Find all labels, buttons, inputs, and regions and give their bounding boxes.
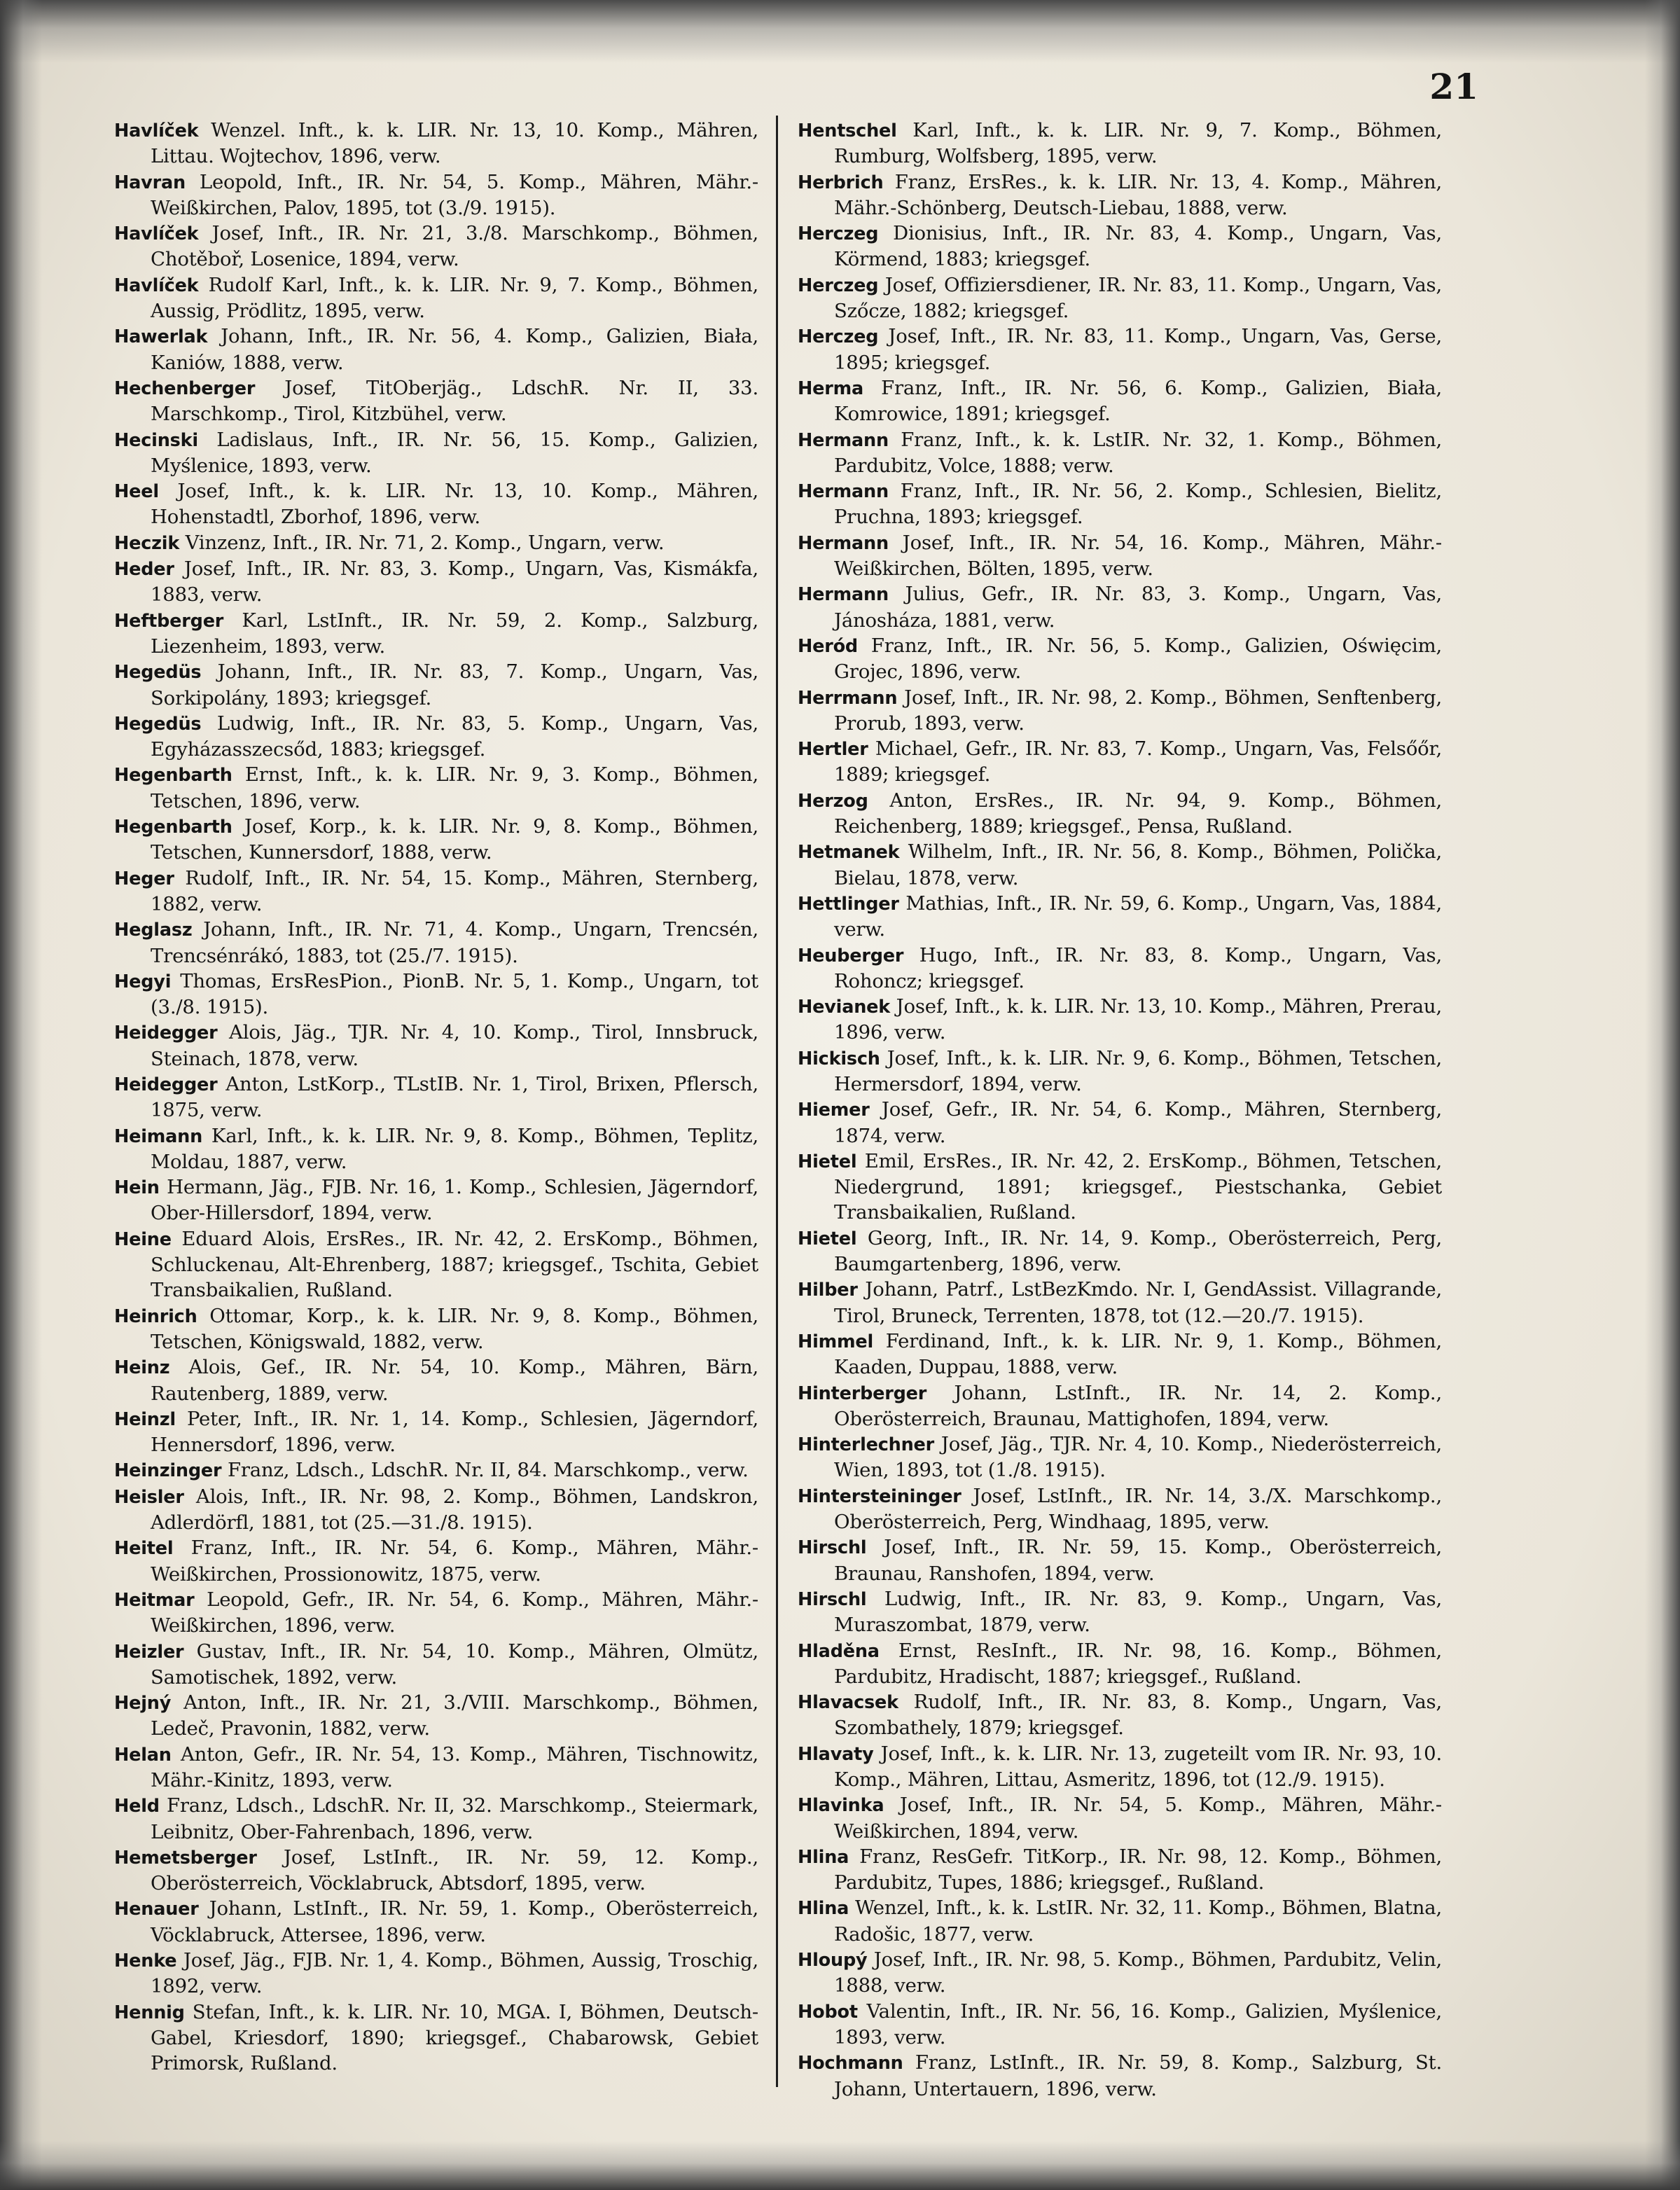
entry-surname: Heine <box>114 1228 172 1250</box>
list-entry <box>798 478 1442 530</box>
list-entry <box>114 118 758 169</box>
list-entry <box>114 1174 758 1226</box>
entry-details: Josef, Inft., k. k. LIR. Nr. 13, 10. Komp., Mähren, Hohenstadtl, Zborhof, 1896, verw. <box>151 480 758 529</box>
entry-surname: Hobot <box>798 2001 858 2023</box>
entry-surname: Heuberger <box>798 945 904 966</box>
entry-surname: Hlavaty <box>798 1743 874 1765</box>
entry-details: Peter, Inft., IR. Nr. 1, 14. Komp., Schlesien, Jägerndorf, Hennersdorf, 1896, verw. <box>151 1407 758 1457</box>
entry-details: Karl, LstInft., IR. Nr. 59, 2. Komp., Salzburg, Liezenheim, 1893, verw. <box>151 609 758 658</box>
entry-surname: Henke <box>114 1950 177 1972</box>
entry-surname: Hintersteininger <box>798 1485 962 1507</box>
entry-surname: Heinzl <box>114 1408 176 1430</box>
entry-surname: Havlíček <box>114 223 199 245</box>
entry-surname: Hegenbarth <box>114 817 232 838</box>
list-entry <box>798 736 1442 788</box>
list-entry <box>798 633 1442 685</box>
entry-details: Josef, Inft., IR. Nr. 54, 5. Komp., Mähren, Mähr.-Weißkirchen, 1894, verw. <box>834 1794 1442 1843</box>
entry-surname: Heidegger <box>114 1074 218 1095</box>
entry-details: Ottomar, Korp., k. k. LIR. Nr. 9, 8. Komp., Böhmen, Tetschen, Königswald, 1882, verw. <box>151 1304 758 1353</box>
list-entry <box>798 891 1442 943</box>
entry-surname: Hegenbarth <box>114 765 232 786</box>
entry-details: Franz, Inft., IR. Nr. 56, 2. Komp., Schlesien, Bielitz, Pruchna, 1893; kriegsgef. <box>834 480 1442 529</box>
list-entry <box>798 1380 1442 1432</box>
entry-details: Rudolf, Inft., IR. Nr. 83, 8. Komp., Ungarn, Vas, Szombathely, 1879; kriegsgef. <box>834 1691 1442 1740</box>
entry-surname: Hilber <box>798 1280 858 1301</box>
entry-surname: Heisler <box>114 1486 184 1508</box>
scan-shadow-left <box>0 0 42 2190</box>
list-entry <box>114 711 758 763</box>
entry-details: Josef, Jäg., TJR. Nr. 4, 10. Komp., Niederösterreich, Wien, 1893, tot (1./8. 1915). <box>834 1433 1442 1482</box>
entry-details: Karl, Inft., k. k. LIR. Nr. 9, 8. Komp., Böhmen, Teplitz, Moldau, 1887, verw. <box>151 1124 758 1173</box>
entry-surname: Hegedüs <box>114 662 202 684</box>
entry-surname: Helan <box>114 1744 172 1766</box>
scan-shadow-bottom <box>0 2141 1680 2190</box>
entry-surname: Herczeg <box>798 223 879 245</box>
entry-surname: Hiemer <box>798 1100 870 1121</box>
entry-details: Johann, Inft., IR. Nr. 83, 7. Komp., Ungarn, Vas, Sorkipolány, 1893; kriegsgef. <box>151 660 758 709</box>
list-entry <box>114 1020 758 1072</box>
list-entry <box>798 2050 1442 2102</box>
list-entry <box>798 1226 1442 1277</box>
list-entry <box>798 1149 1442 1226</box>
list-entry <box>798 1432 1442 1483</box>
entry-details: Wilhelm, Inft., IR. Nr. 56, 8. Komp., Böhmen, Polička, Bielau, 1878, verw. <box>834 840 1442 889</box>
list-entry <box>114 1406 758 1458</box>
entry-details: Franz, Ldsch., LdschR. Nr. II, 84. Marschkomp., verw. <box>221 1459 749 1482</box>
entry-details: Johann, Inft., IR. Nr. 56, 4. Komp., Galizien, Biała, Kaniów, 1888, verw. <box>151 325 758 374</box>
column-divider <box>776 116 778 2087</box>
entry-surname: Heinrich <box>114 1305 197 1327</box>
entry-surname: Hirschl <box>798 1537 867 1559</box>
entry-surname: Hermann <box>798 532 889 554</box>
entry-surname: Hawerlak <box>114 326 208 348</box>
entry-details: Franz, Inft., IR. Nr. 56, 5. Komp., Galizien, Oświęcim, Grojec, 1896, verw. <box>834 634 1442 684</box>
entry-surname: Hein <box>114 1177 160 1199</box>
entry-surname: Hietel <box>798 1151 857 1172</box>
entry-details: Ludwig, Inft., IR. Nr. 83, 9. Komp., Ungarn, Vas, Muraszombat, 1879, verw. <box>834 1587 1442 1637</box>
entry-surname: Hinterberger <box>798 1382 927 1404</box>
scan-shadow-top <box>0 0 1680 63</box>
list-entry <box>114 1587 758 1639</box>
entry-details: Hermann, Jäg., FJB. Nr. 16, 1. Komp., Schlesien, Jägerndorf, Ober-Hillersdorf, 1894, verw. <box>151 1176 758 1225</box>
entry-details: Michael, Gefr., IR. Nr. 83, 7. Komp., Ungarn, Vas, Felsőőr, 1889; kriegsgef. <box>834 737 1442 786</box>
entry-surname: Hochmann <box>798 2053 903 2074</box>
list-entry <box>114 659 758 711</box>
list-entry <box>114 1354 758 1406</box>
list-entry <box>798 839 1442 891</box>
list-entry <box>798 1097 1442 1149</box>
entry-surname: Herrmann <box>798 687 898 709</box>
entry-details: Ladislaus, Inft., IR. Nr. 56, 15. Komp., Galizien, Myślenice, 1893, verw. <box>151 428 758 477</box>
page-number: 21 <box>1429 66 1478 107</box>
entry-details: Johann, Inft., IR. Nr. 71, 4. Komp., Ungarn, Trencsén, Trencsénrákó, 1883, tot (25./7. 1915). <box>151 918 758 967</box>
list-entry <box>798 1534 1442 1586</box>
list-entry <box>798 1277 1442 1329</box>
list-entry <box>798 427 1442 479</box>
entry-details: Franz, Inft., IR. Nr. 56, 6. Komp., Galizien, Biała, Komrowice, 1891; kriegsgef. <box>834 376 1442 426</box>
right-column <box>798 118 1442 2102</box>
list-entry <box>114 427 758 479</box>
entry-surname: Heczik <box>114 532 180 554</box>
entry-surname: Himmel <box>798 1331 874 1352</box>
entry-surname: Havlíček <box>114 275 199 296</box>
list-entry <box>114 1226 758 1303</box>
entry-details: Mathias, Inft., IR. Nr. 59, 6. Komp., Ungarn, Vas, 1884, verw. <box>834 892 1442 941</box>
entry-surname: Hlavacsek <box>798 1692 898 1714</box>
list-entry <box>798 221 1442 272</box>
entry-details: Josef, Jäg., FJB. Nr. 1, 4. Komp., Böhmen, Aussig, Troschig, 1892, verw. <box>151 1949 758 1998</box>
entry-details: Josef, Inft., IR. Nr. 21, 3./8. Marschkomp., Böhmen, Chotěboř, Losenice, 1894, verw. <box>151 222 758 271</box>
entry-details: Anton, ErsRes., IR. Nr. 94, 9. Komp., Böhmen, Reichenberg, 1889; kriegsgef., Pensa, Rußland. <box>834 789 1442 838</box>
entry-details: Eduard Alois, ErsRes., IR. Nr. 42, 2. ErsKomp., Böhmen, Schluckenau, Alt-Ehrenberg, 1887; kriegsgef., Tschita, Gebiet Transbaikalien, Rußland. <box>151 1227 758 1302</box>
entry-surname: Hentschel <box>798 120 897 141</box>
entry-surname: Herczeg <box>798 275 879 296</box>
entry-surname: Hirschl <box>798 1588 867 1610</box>
entry-details: Josef, LstInft., IR. Nr. 59, 12. Komp., Oberösterreich, Vöcklabruck, Abtsdorf, 1895, verw. <box>151 1845 758 1895</box>
entry-surname: Herma <box>798 377 863 399</box>
list-entry <box>114 1742 758 1794</box>
list-entry <box>114 1457 758 1483</box>
entry-details: Anton, Gefr., IR. Nr. 54, 13. Komp., Mähren, Tischnowitz, Mähr.-Kinitz, 1893, verw. <box>151 1742 758 1791</box>
list-entry <box>114 169 758 221</box>
list-entry <box>114 530 758 556</box>
entry-details: Alois, Inft., IR. Nr. 98, 2. Komp., Böhmen, Landskron, Adlerdörfl, 1881, tot (25.—31./8. 1915). <box>151 1485 758 1534</box>
entry-surname: Heglasz <box>114 920 193 941</box>
entry-surname: Hettlinger <box>798 893 899 915</box>
entry-details: Johann, LstInft., IR. Nr. 59, 1. Komp., Oberösterreich, Vöcklabruck, Attersee, 1896, verw. <box>151 1897 758 1946</box>
entry-surname: Hermann <box>798 429 889 451</box>
entry-details: Rudolf Karl, Inft., k. k. LIR. Nr. 9, 7. Komp., Böhmen, Aussig, Prödlitz, 1895, verw. <box>151 273 758 323</box>
entry-surname: Hermann <box>798 481 889 503</box>
list-entry <box>798 685 1442 737</box>
list-entry <box>114 762 758 814</box>
list-entry <box>114 866 758 917</box>
list-entry <box>798 1844 1442 1896</box>
list-entry <box>114 1535 758 1587</box>
list-entry <box>114 272 758 324</box>
entry-details: Josef, Inft., k. k. LIR. Nr. 9, 6. Komp., Böhmen, Tetschen, Hermersdorf, 1894, verw. <box>834 1046 1442 1095</box>
entry-details: Josef, Inft., IR. Nr. 54, 16. Komp., Mähren, Mähr.-Weißkirchen, Bölten, 1895, verw. <box>834 531 1442 581</box>
entry-details: Johann, Patrf., LstBezKmdo. Nr. I, GendAssist. Villagrande, Tirol, Bruneck, Terrenten, 1878, tot (12.—20./7. 1915). <box>834 1278 1442 1327</box>
entry-details: Wenzel, Inft., k. k. LstIR. Nr. 32, 11. Komp., Böhmen, Blatna, Radošic, 1877, verw. <box>834 1897 1442 1946</box>
list-entry <box>798 994 1442 1046</box>
entry-details: Wenzel. Inft., k. k. LIR. Nr. 13, 10. Komp., Mähren, Littau. Wojtechov, 1896, verw. <box>151 119 758 168</box>
entry-surname: Herczeg <box>798 326 879 348</box>
entry-surname: Herbrich <box>798 172 884 193</box>
entry-details: Franz, Inft., k. k. LstIR. Nr. 32, 1. Komp., Böhmen, Pardubitz, Volce, 1888; verw. <box>834 428 1442 477</box>
entry-details: Josef, Inft., k. k. LIR. Nr. 13, 10. Komp., Mähren, Prerau, 1896, verw. <box>834 995 1442 1044</box>
list-entry <box>114 221 758 272</box>
entry-surname: Hegedüs <box>114 713 202 735</box>
entry-surname: Hladěna <box>798 1640 880 1662</box>
entry-surname: Hevianek <box>798 997 891 1018</box>
entry-details: Leopold, Gefr., IR. Nr. 54, 6. Komp., Mähren, Mähr.-Weißkirchen, 1896, verw. <box>151 1588 758 1637</box>
entry-surname: Hermann <box>798 584 889 606</box>
entry-details: Ludwig, Inft., IR. Nr. 83, 5. Komp., Ungarn, Vas, Egyházasszecsőd, 1883; kriegsgef. <box>151 712 758 761</box>
entry-details: Gustav, Inft., IR. Nr. 54, 10. Komp., Mähren, Olmütz, Samotischek, 1892, verw. <box>151 1640 758 1689</box>
entry-details: Leopold, Inft., IR. Nr. 54, 5. Komp., Mähren, Mähr.-Weißkirchen, Palov, 1895, tot (3./9. 1915). <box>151 170 758 219</box>
entry-details: Alois, Gef., IR. Nr. 54, 10. Komp., Mähren, Bärn, Rautenberg, 1889, verw. <box>151 1356 758 1405</box>
entry-surname: Heród <box>798 635 858 657</box>
entry-details: Ernst, ResInft., IR. Nr. 98, 16. Komp., Böhmen, Pardubitz, Hradischt, 1887; kriegsgef., Rußland. <box>834 1639 1442 1688</box>
list-entry <box>798 1999 1442 2051</box>
entry-surname: Hinterlechner <box>798 1434 935 1456</box>
entry-surname: Heinzinger <box>114 1460 222 1482</box>
entry-details: Josef, Offiziersdiener, IR. Nr. 83, 11. Komp., Ungarn, Vas, Szőcze, 1882; kriegsgef. <box>834 273 1442 323</box>
list-entry <box>798 1329 1442 1380</box>
list-entry <box>114 478 758 530</box>
list-entry <box>798 1689 1442 1741</box>
entry-surname: Hloupý <box>798 1950 868 1971</box>
entry-details: Hugo, Inft., IR. Nr. 83, 8. Komp., Ungarn, Vas, Rohoncz; kriegsgef. <box>834 943 1442 992</box>
entry-surname: Hertler <box>798 739 868 761</box>
entry-surname: Hegyi <box>114 971 172 992</box>
entry-surname: Hemetsberger <box>114 1847 257 1869</box>
entry-surname: Hlavinka <box>798 1795 884 1817</box>
entry-surname: Hennig <box>114 2002 185 2023</box>
entry-details: Josef, Inft., IR. Nr. 83, 11. Komp., Ungarn, Vas, Gerse, 1895; kriegsgef. <box>834 325 1442 374</box>
entry-surname: Heidegger <box>114 1023 218 1044</box>
entry-details: Stefan, Inft., k. k. LIR. Nr. 10, MGA. I, Böhmen, Deutsch-Gabel, Kriesdorf, 1890; kriegsgef., Chabarowsk, Gebiet Primorsk, Rußland. <box>151 2000 758 2075</box>
entry-details: Rudolf, Inft., IR. Nr. 54, 15. Komp., Mähren, Sternberg, 1882, verw. <box>151 866 758 915</box>
list-entry <box>114 324 758 375</box>
list-entry <box>114 1845 758 1897</box>
list-entry <box>798 1792 1442 1844</box>
entry-details: Josef, Inft., k. k. LIR. Nr. 13, zugeteilt vom IR. Nr. 93, 10. Komp., Mähren, Littau, Asmeritz, 1896, tot (12./9. 1915). <box>834 1742 1442 1791</box>
entry-surname: Henauer <box>114 1899 199 1920</box>
entry-surname: Hecinski <box>114 429 198 451</box>
entry-surname: Hlina <box>798 1898 849 1920</box>
entry-details: Anton, Inft., IR. Nr. 21, 3./VIII. Marschkomp., Böhmen, Ledeč, Pravonin, 1882, verw. <box>151 1691 758 1740</box>
list-entry <box>114 1303 758 1355</box>
list-entry <box>114 1793 758 1845</box>
entry-details: Thomas, ErsResPion., PionB. Nr. 5, 1. Komp., Ungarn, tot (3./8. 1915). <box>151 969 758 1019</box>
entry-details: Karl, Inft., k. k. LIR. Nr. 9, 7. Komp., Böhmen, Rumburg, Wolfsberg, 1895, verw. <box>834 119 1442 168</box>
list-entry <box>114 375 758 427</box>
list-entry <box>798 530 1442 582</box>
list-entry <box>114 2000 758 2077</box>
list-entry <box>114 1123 758 1175</box>
entry-details: Julius, Gefr., IR. Nr. 83, 3. Komp., Ungarn, Vas, Jánosháza, 1881, verw. <box>834 583 1442 632</box>
entry-details: Josef, LstInft., IR. Nr. 14, 3./X. Marschkomp., Oberösterreich, Perg, Windhaag, 1895, verw. <box>834 1484 1442 1534</box>
scan-shadow-right <box>1645 0 1680 2190</box>
entry-details: Josef, Gefr., IR. Nr. 54, 6. Komp., Mähren, Sternberg, 1874, verw. <box>834 1098 1442 1147</box>
entry-surname: Heger <box>114 868 174 889</box>
entry-details: Vinzenz, Inft., IR. Nr. 71, 2. Komp., Ungarn, verw. <box>179 531 665 554</box>
list-entry <box>114 608 758 660</box>
list-entry <box>114 1072 758 1123</box>
entry-details: Josef, Inft., IR. Nr. 98, 2. Komp., Böhmen, Senftenberg, Prorub, 1893, verw. <box>834 686 1442 735</box>
entry-surname: Hejný <box>114 1693 172 1714</box>
list-entry <box>114 814 758 866</box>
list-entry <box>798 1046 1442 1097</box>
entry-details: Franz, ResGefr. TitKorp., IR. Nr. 98, 12. Komp., Böhmen, Pardubitz, Tupes, 1886; kriegsgef., Rußland. <box>834 1845 1442 1894</box>
list-entry <box>114 1484 758 1536</box>
list-entry <box>114 1948 758 2000</box>
list-entry <box>798 788 1442 840</box>
list-entry <box>798 1947 1442 1999</box>
entry-details: Ernst, Inft., k. k. LIR. Nr. 9, 3. Komp., Böhmen, Tetschen, 1896, verw. <box>151 763 758 812</box>
entry-surname: Heinz <box>114 1357 170 1379</box>
entry-details: Josef, Korp., k. k. LIR. Nr. 9, 8. Komp., Böhmen, Tetschen, Kunnersdorf, 1888, verw. <box>151 815 758 864</box>
entry-details: Georg, Inft., IR. Nr. 14, 9. Komp., Oberösterreich, Perg, Baumgartenberg, 1896, verw. <box>834 1226 1442 1276</box>
entry-details: Anton, LstKorp., TLstIB. Nr. 1, Tirol, Brixen, Pflersch, 1875, verw. <box>151 1072 758 1122</box>
entry-surname: Heizler <box>114 1641 184 1663</box>
entry-surname: Hetmanek <box>798 842 900 864</box>
entry-details: Franz, LstInft., IR. Nr. 59, 8. Komp., Salzburg, St. Johann, Untertauern, 1896, verw. <box>834 2051 1442 2100</box>
list-entry <box>114 917 758 969</box>
list-entry <box>798 118 1442 169</box>
entry-surname: Heel <box>114 481 159 503</box>
entry-surname: Hechenberger <box>114 377 256 399</box>
entry-details: Emil, ErsRes., IR. Nr. 42, 2. ErsKomp., Böhmen, Tetschen, Niedergrund, 1891; kriegsgef., Piestschanka, Gebiet Transbaikalien, Rußland. <box>834 1149 1442 1224</box>
entry-surname: Havran <box>114 172 186 193</box>
entry-details: Franz, Ldsch., LdschR. Nr. II, 32. Marschkomp., Steiermark, Leibnitz, Ober-Fahrenbach, 1896, verw. <box>151 1794 758 1843</box>
entry-details: Josef, Inft., IR. Nr. 59, 15. Komp., Oberösterreich, Braunau, Ranshofen, 1894, verw. <box>834 1536 1442 1585</box>
list-entry <box>798 1895 1442 1947</box>
list-entry <box>798 169 1442 221</box>
entry-details: Ferdinand, Inft., k. k. LIR. Nr. 9, 1. Komp., Böhmen, Kaaden, Duppau, 1888, verw. <box>834 1329 1442 1379</box>
entry-details: Josef, Inft., IR. Nr. 98, 5. Komp., Böhmen, Pardubitz, Velin, 1888, verw. <box>834 1948 1442 1997</box>
list-entry <box>798 943 1442 994</box>
entry-details: Franz, Inft., IR. Nr. 54, 6. Komp., Mähren, Mähr.-Weißkirchen, Prossionowitz, 1875, verw. <box>151 1537 758 1586</box>
entry-surname: Hlina <box>798 1846 849 1868</box>
list-entry <box>798 1741 1442 1793</box>
left-column <box>114 118 758 2077</box>
entry-details: Dionisius, Inft., IR. Nr. 83, 4. Komp., Ungarn, Vas, Körmend, 1883; kriegsgef. <box>834 222 1442 271</box>
list-entry <box>114 1639 758 1691</box>
entry-surname: Herzog <box>798 790 868 812</box>
entry-details: Valentin, Inft., IR. Nr. 56, 16. Komp., Galizien, Myślenice, 1893, verw. <box>834 2000 1442 2049</box>
entry-surname: Held <box>114 1796 160 1817</box>
list-entry <box>114 969 758 1020</box>
list-entry <box>798 581 1442 633</box>
list-entry <box>798 324 1442 375</box>
entry-details: Johann, LstInft., IR. Nr. 14, 2. Komp., Oberösterreich, Braunau, Mattighofen, 1894, verw. <box>834 1381 1442 1430</box>
list-entry <box>114 556 758 608</box>
entry-surname: Hietel <box>798 1228 857 1249</box>
entry-details: Alois, Jäg., TJR. Nr. 4, 10. Komp., Tirol, Innsbruck, Steinach, 1878, verw. <box>151 1021 758 1070</box>
entry-surname: Heftberger <box>114 610 224 632</box>
entry-details: Josef, Inft., IR. Nr. 83, 3. Komp., Ungarn, Vas, Kismákfa, 1883, verw. <box>151 557 758 607</box>
list-entry <box>798 1638 1442 1690</box>
entry-details: Josef, TitOberjäg., LdschR. Nr. II, 33. Marschkomp., Tirol, Kitzbühel, verw. <box>151 376 758 426</box>
list-entry <box>798 1586 1442 1638</box>
entry-surname: Heimann <box>114 1125 203 1147</box>
entry-details: Franz, ErsRes., k. k. LIR. Nr. 13, 4. Komp., Mähren, Mähr.-Schönberg, Deutsch-Liebau, 1888, verw. <box>834 170 1442 219</box>
list-entry <box>798 272 1442 324</box>
list-entry <box>798 1483 1442 1535</box>
entry-surname: Heder <box>114 559 174 581</box>
list-entry <box>114 1690 758 1742</box>
entry-surname: Hickisch <box>798 1048 880 1069</box>
entry-surname: Heitmar <box>114 1589 195 1611</box>
entry-surname: Havlíček <box>114 120 199 141</box>
list-entry <box>798 375 1442 427</box>
list-entry <box>114 1896 758 1948</box>
entry-surname: Heitel <box>114 1538 174 1560</box>
